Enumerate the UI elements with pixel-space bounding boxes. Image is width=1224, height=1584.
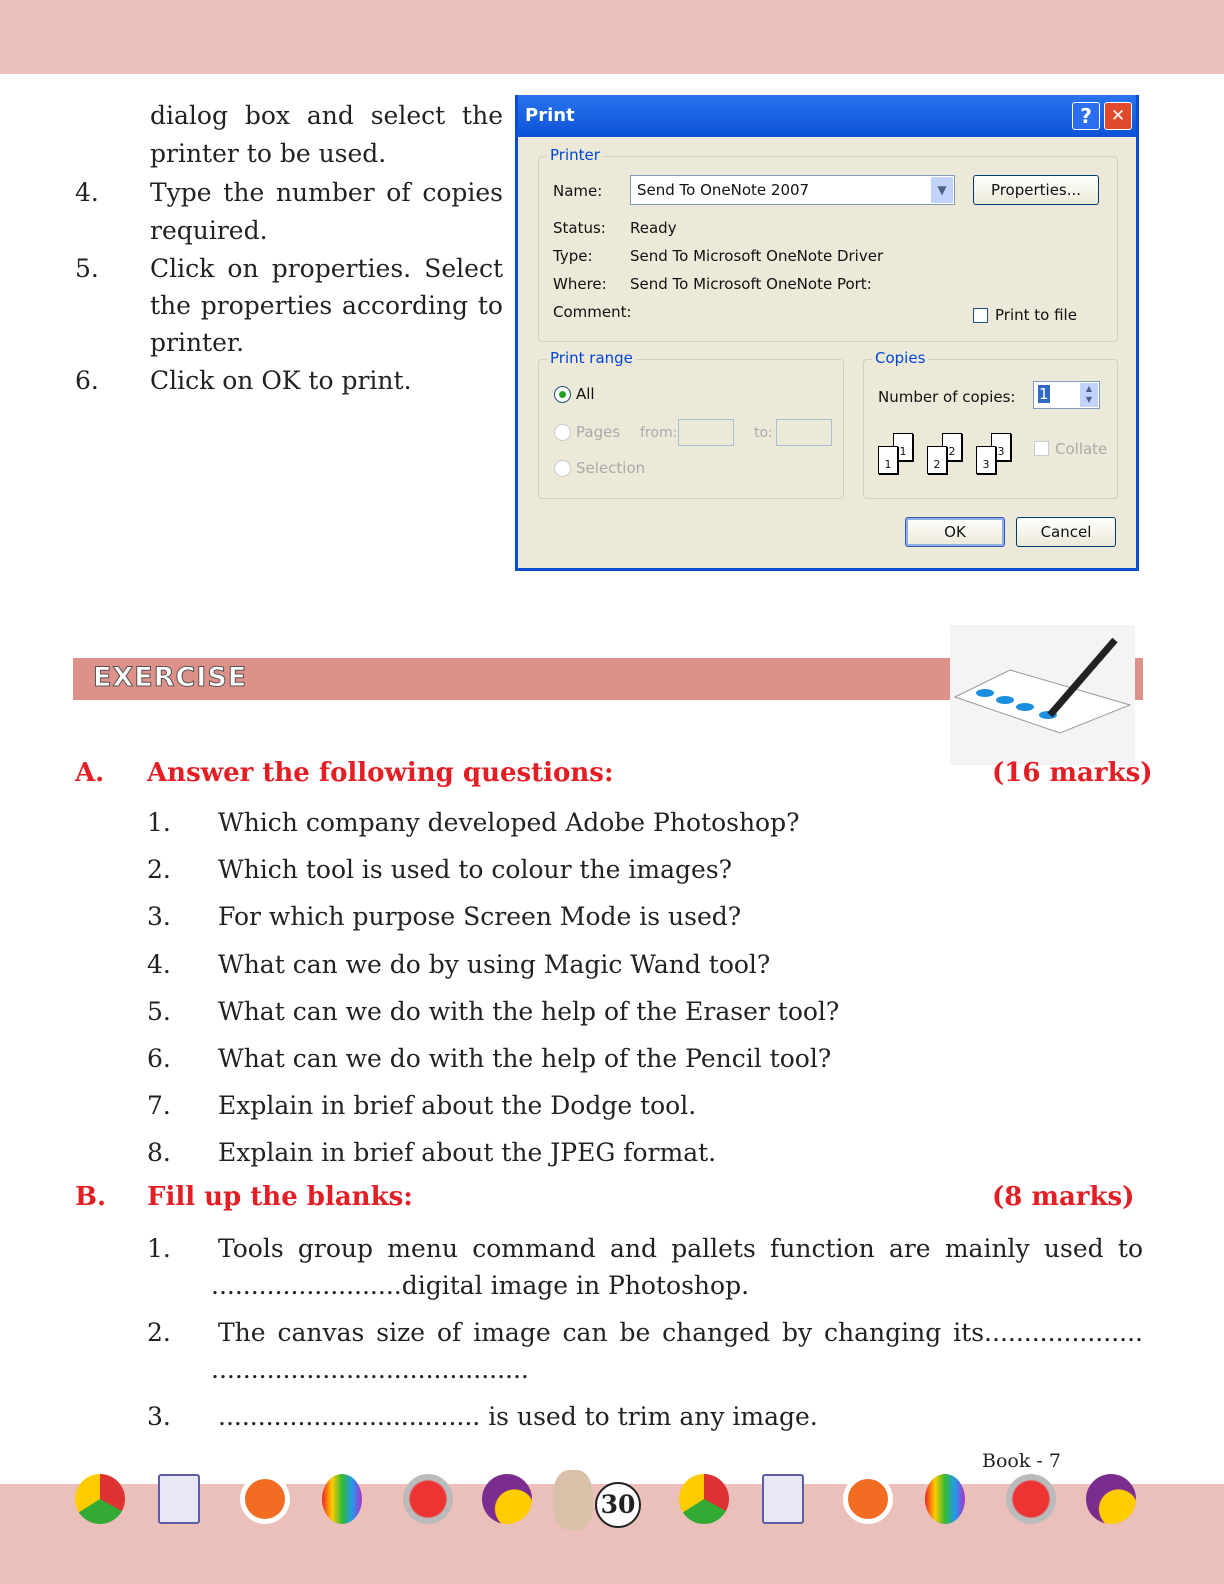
radio-pages[interactable] [554, 424, 571, 441]
chrome-icon [75, 1474, 125, 1524]
close-button[interactable]: ✕ [1104, 102, 1132, 130]
ok-button[interactable]: OK [905, 517, 1005, 547]
printer-name-select[interactable]: Send To OneNote 2007 ▼ [630, 175, 955, 205]
section-a-marks: (16 marks) [992, 758, 1153, 788]
print-range-group: Print range [538, 359, 844, 499]
copies-group: Copies [863, 359, 1118, 499]
spin-arrows-icon[interactable]: ▲ ▼ [1080, 383, 1098, 407]
toolbox-icon [843, 1474, 893, 1524]
balloon-icon [925, 1474, 965, 1524]
step-intro: dialog box and select the printer to be used. [150, 101, 503, 168]
mouse-mascot-icon [553, 1470, 593, 1530]
print-dialog: Print ? ✕ Printer Name: Send To OneNote 2007 ▼ Properties... Status: Ready Type: Send To Microsoft OneNote Driver Where: Send To Microsoft OneNote Port: Comment: Print to file Print range All Pages from: to: Selection Copies Number of copies: 1 ▲ ▼ 1 1 2 2 3 3 Collate OK Cancel [515, 95, 1139, 571]
from-page-input[interactable] [678, 419, 734, 446]
flash-icon [403, 1474, 453, 1524]
print-to-file-checkbox[interactable] [973, 308, 988, 323]
exercise-banner: EXERCISE [73, 658, 1143, 700]
radio-selection[interactable] [554, 460, 571, 477]
page-number: 30 [595, 1482, 641, 1528]
yahoo-messenger-icon [482, 1474, 532, 1524]
book-label: Book - 7 [982, 1450, 1061, 1472]
top-band [0, 0, 1224, 74]
word-icon [762, 1474, 804, 1524]
dialog-titlebar [518, 95, 1136, 137]
to-page-input[interactable] [776, 419, 832, 446]
section-a-heading: Answer the following questions: [147, 758, 614, 788]
cancel-button[interactable]: Cancel [1016, 517, 1116, 547]
chevron-down-icon[interactable]: ▼ [931, 177, 953, 203]
section-b-heading: Fill up the blanks: [147, 1182, 413, 1212]
help-button[interactable]: ? [1072, 102, 1100, 130]
keyboard-pen-icon [950, 625, 1135, 765]
word-icon [158, 1474, 200, 1524]
radio-all[interactable] [554, 386, 571, 403]
printer-group: Printer [538, 156, 1118, 342]
toolbox-icon [240, 1474, 290, 1524]
balloon-icon [322, 1474, 362, 1524]
properties-button[interactable]: Properties... [973, 175, 1099, 205]
collate-checkbox[interactable] [1034, 441, 1049, 456]
flash-icon [1006, 1474, 1056, 1524]
yahoo-messenger-icon [1086, 1474, 1136, 1524]
section-b-marks: (8 marks) [992, 1182, 1135, 1212]
dialog-title: Print [525, 105, 575, 126]
copies-stepper[interactable]: 1 ▲ ▼ [1033, 381, 1100, 409]
chrome-icon [679, 1474, 729, 1524]
